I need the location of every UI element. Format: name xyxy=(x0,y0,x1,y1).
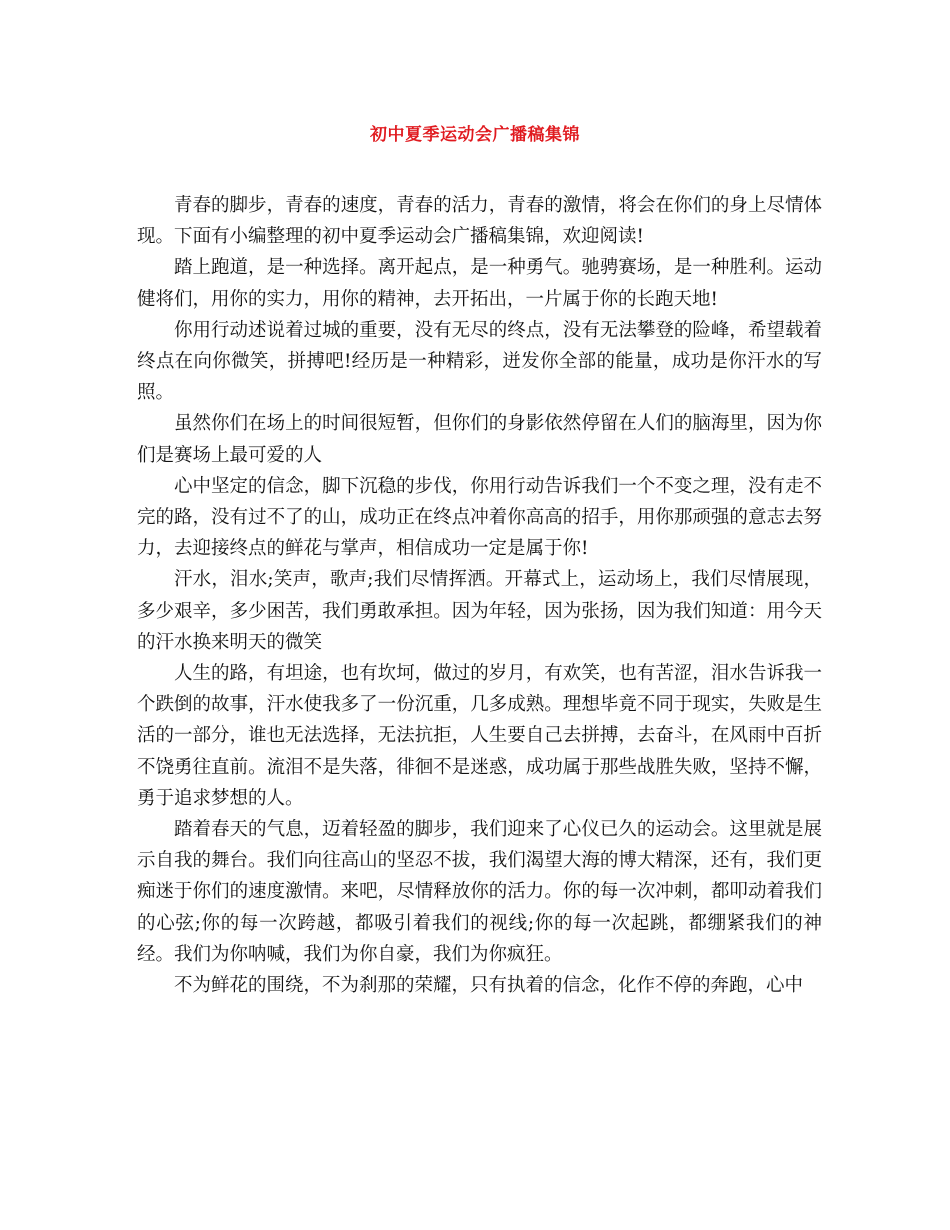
paragraph-9: 不为鲜花的围绕，不为刹那的荣耀，只有执着的信念，化作不停的奔跑，心中 xyxy=(174,975,804,997)
paragraph-7: 人生的路，有坦途，也有坎坷，做过的岁月，有欢笑，也有苦涩，泪水告诉我一个跌倒的故事，汗水使我多了一份沉重，几多成熟。理想毕竟不同于现实，失败是生活的一部分，谁也无法选择，无法抗拒，人生要自己去拼搏，去奋斗，在风雨中百折不饶勇往直前。流泪不是失落，徘徊不是迷惑，成功属于那些战胜失败，坚持不懈，勇于追求梦想的人。 xyxy=(137,663,822,809)
paragraph-5: 心中坚定的信念，脚下沉稳的步伐，你用行动告诉我们一个不变之理，没有走不完的路，没有过不了的山，成功正在终点冲着你高高的招手，用你那顽强的意志去努力，去迎接终点的鲜花与掌声，相信成功一定是属于你! xyxy=(137,475,822,560)
paragraph-4: 虽然你们在场上的时间很短暂，但你们的身影依然停留在人们的脑海里，因为你们是赛场上最可爱的人 xyxy=(137,413,822,466)
paragraph-3: 你用行动述说着过城的重要，没有无尽的终点，没有无法攀登的险峰，希望载着终点在向你微笑，拼搏吧!经历是一种精彩，迸发你全部的能量，成功是你汗水的写照。 xyxy=(137,319,822,404)
document-body xyxy=(137,190,822,1001)
paragraph-6: 汗水，泪水;笑声，歌声;我们尽情挥洒。开幕式上，运动场上，我们尽情展现，多少艰辛，多少困苦，我们勇敢承担。因为年轻，因为张扬，因为我们知道：用今天的汗水换来明天的微笑 xyxy=(137,569,822,653)
paragraph-1: 青春的脚步，青春的速度，青春的活力，青春的激情，将会在你们的身上尽情体现。下面有小编整理的初中夏季运动会广播稿集锦，欢迎阅读! xyxy=(137,195,822,248)
paragraph-8: 踏着春天的气息，迈着轻盈的脚步，我们迎来了心仪已久的运动会。这里就是展示自我的舞台。我们向往高山的坚忍不拔，我们渴望大海的博大精深，还有，我们更痴迷于你们的速度激情。来吧，尽情释放你的活力。你的每一次冲刺，都叩动着我们的心弦;你的每一次跨越，都吸引着我们的视线;你的每一次起跳，都绷紧我们的神经。我们为你呐喊，我们为你自豪，我们为你疯狂。 xyxy=(137,819,822,965)
paragraph-2: 踏上跑道，是一种选择。离开起点，是一种勇气。驰骋赛场，是一种胜利。运动健将们，用你的实力，用你的精神，去开拓出，一片属于你的长跑天地! xyxy=(137,257,822,310)
document-title: 初中夏季运动会广播稿集锦 xyxy=(370,125,580,145)
